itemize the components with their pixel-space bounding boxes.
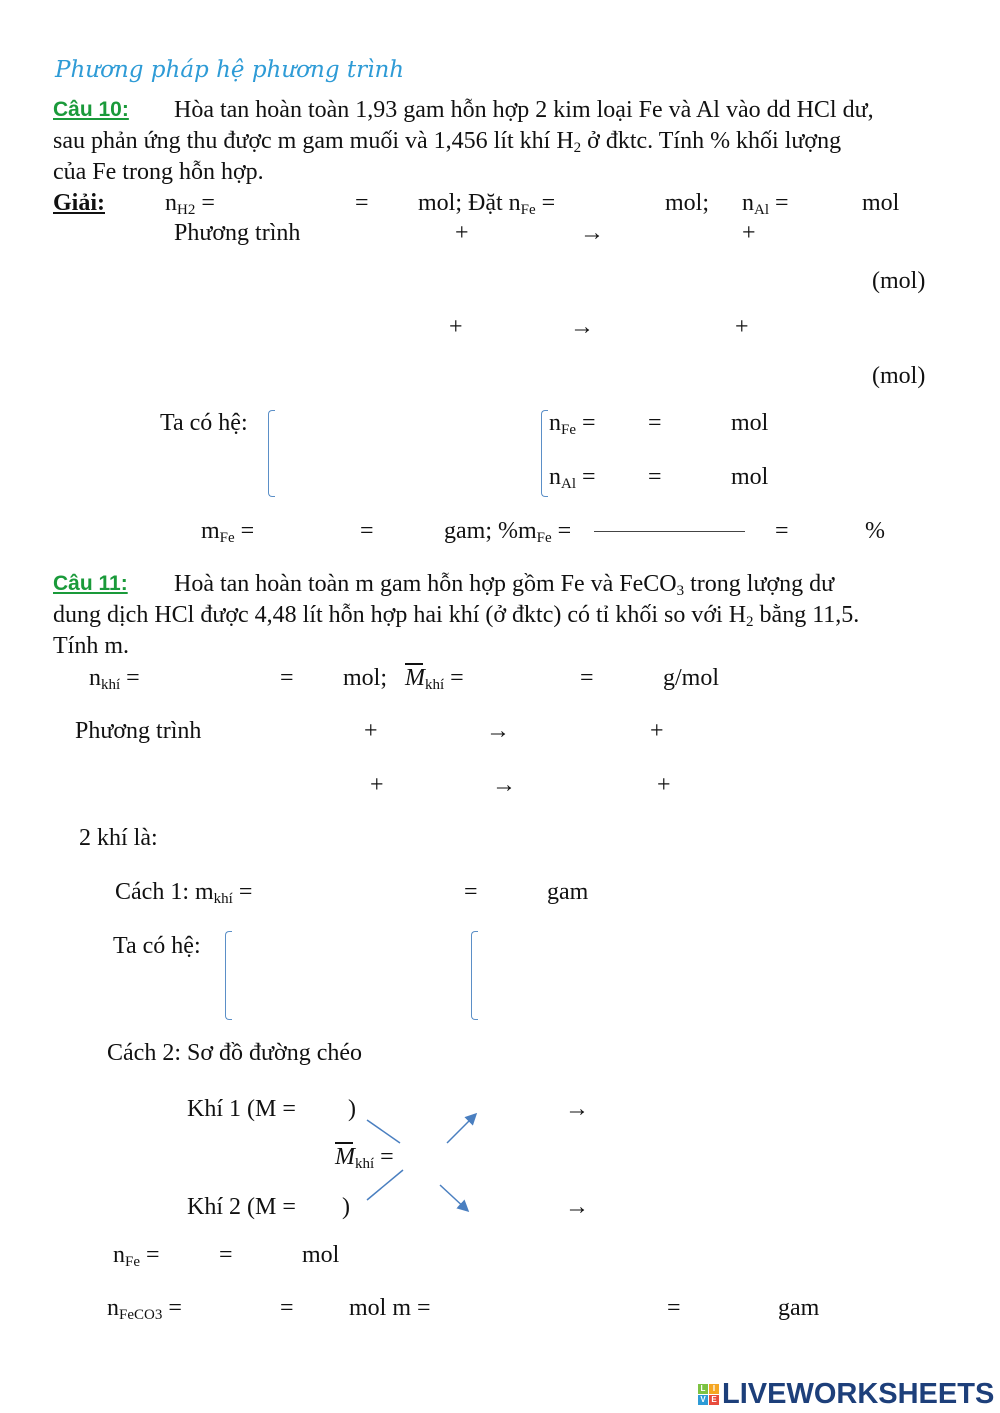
- arrow: →: [565, 1096, 589, 1122]
- question-10-label: Câu 10:: [53, 98, 129, 121]
- percent-fe-label: gam; $\%m_{Fe}$ =: [444, 518, 572, 546]
- equals: =: [580, 665, 594, 691]
- gas-1-label: Khí 1 (M =: [187, 1096, 296, 1122]
- equals: =: [775, 518, 789, 544]
- mol-m-label: mol m =: [349, 1295, 431, 1321]
- mol-unit: mol;: [665, 190, 710, 216]
- plus: +: [742, 220, 756, 246]
- question-10-text-2: sau phản ứng thu được m gam muối và 1,456 lít khí $H_2$ ở đktc. Tính % khối lượng: [53, 128, 842, 156]
- n-fe-label: mol; Đặt $n_{Fe}$ =: [418, 190, 556, 218]
- paren: ): [348, 1096, 356, 1122]
- gam-unit: gam: [547, 879, 589, 905]
- equals: =: [360, 518, 374, 544]
- plus: +: [735, 314, 749, 340]
- method-2-label: Cách 2: Sơ đồ đường chéo: [107, 1040, 363, 1066]
- plus: +: [364, 718, 378, 744]
- reaction-arrow: →: [486, 718, 510, 744]
- plus: +: [449, 314, 463, 340]
- mol-unit: (mol): [872, 268, 926, 294]
- n-h2-label: $n_{H2}$ =: [165, 190, 215, 218]
- gam-unit: gam: [778, 1295, 820, 1321]
- gas-2-label: Khí 2 (M =: [187, 1194, 296, 1220]
- n-fe-result: $n_{Fe}$ =: [549, 410, 596, 438]
- reaction-arrow: →: [570, 314, 594, 340]
- plus: +: [650, 718, 664, 744]
- mol-unit: (mol): [872, 363, 926, 389]
- two-gases-label: 2 khí là:: [79, 825, 158, 851]
- percent-sign: %: [865, 518, 885, 544]
- system-label: Ta có hệ:: [113, 933, 201, 959]
- section-title: Phương pháp hệ phương trình: [55, 57, 405, 83]
- mol-unit: mol;: [343, 665, 388, 691]
- liveworksheets-logo: [698, 1378, 994, 1411]
- equals: =: [280, 665, 294, 691]
- equals: =: [667, 1295, 681, 1321]
- mol-unit: mol: [731, 410, 769, 436]
- equals: =: [648, 464, 662, 490]
- gmol-unit: g/mol: [663, 665, 720, 691]
- equals: =: [219, 1242, 233, 1268]
- question-11-text-3: Tính m.: [53, 633, 129, 659]
- question-11-text: Hoà tan hoàn toàn m gam hỗn hợp gồm Fe và FeCO$_3$ trong lượng dư: [174, 571, 835, 599]
- reaction-arrow: →: [492, 772, 516, 798]
- solution-label: Giải:: [53, 190, 105, 216]
- mol-unit: mol: [302, 1242, 340, 1268]
- n-al-result: $n_{Al}$ =: [549, 464, 596, 492]
- logo-text: LIVEWORKSHEETS: [722, 1378, 995, 1410]
- mean-molar-mass-label: $M_{khí}$ =: [405, 665, 464, 693]
- equation-label: Phương trình: [174, 220, 301, 246]
- system-label: Ta có hệ:: [160, 410, 248, 436]
- logo-icon: L I V E: [698, 1384, 719, 1405]
- plus: +: [657, 772, 671, 798]
- n-fe-final: $n_{Fe}$ =: [113, 1242, 160, 1270]
- mol-unit: mol: [862, 190, 900, 216]
- question-11-label: Câu 11:: [53, 572, 128, 595]
- question-10-text-3: của Fe trong hỗn hợp.: [53, 159, 264, 185]
- question-11-text-2: dung dịch HCl được 4,48 lít hỗn hợp hai khí (ở đktc) có tỉ khối so với $H_2$ bằng 11,5.: [53, 602, 860, 630]
- equals: =: [648, 410, 662, 436]
- n-feco3-final: $n_{FeCO3}$ =: [107, 1295, 182, 1323]
- m-fe-label: $m_{Fe}$ =: [201, 518, 255, 546]
- question-10-text: Hòa tan hoàn toàn 1,93 gam hỗn hợp 2 kim loại Fe và Al vào dd HCl dư,: [174, 97, 874, 123]
- mol-unit: mol: [731, 464, 769, 490]
- arrow: →: [565, 1194, 589, 1220]
- mean-molar-mass-center: $M_{khí}$ =: [335, 1144, 394, 1172]
- method-1-label: Cách 1: $m_{khí}$ =: [115, 879, 253, 907]
- equals: =: [355, 190, 369, 216]
- plus: +: [455, 220, 469, 246]
- n-al-label: $n_{Al}$ =: [742, 190, 789, 218]
- paren: ): [342, 1194, 350, 1220]
- plus: +: [370, 772, 384, 798]
- equation-label: Phương trình: [75, 718, 202, 744]
- reaction-arrow: →: [580, 220, 604, 246]
- equals: =: [464, 879, 478, 905]
- equals: =: [280, 1295, 294, 1321]
- n-gas-label: $n_{khí}$ =: [89, 665, 140, 693]
